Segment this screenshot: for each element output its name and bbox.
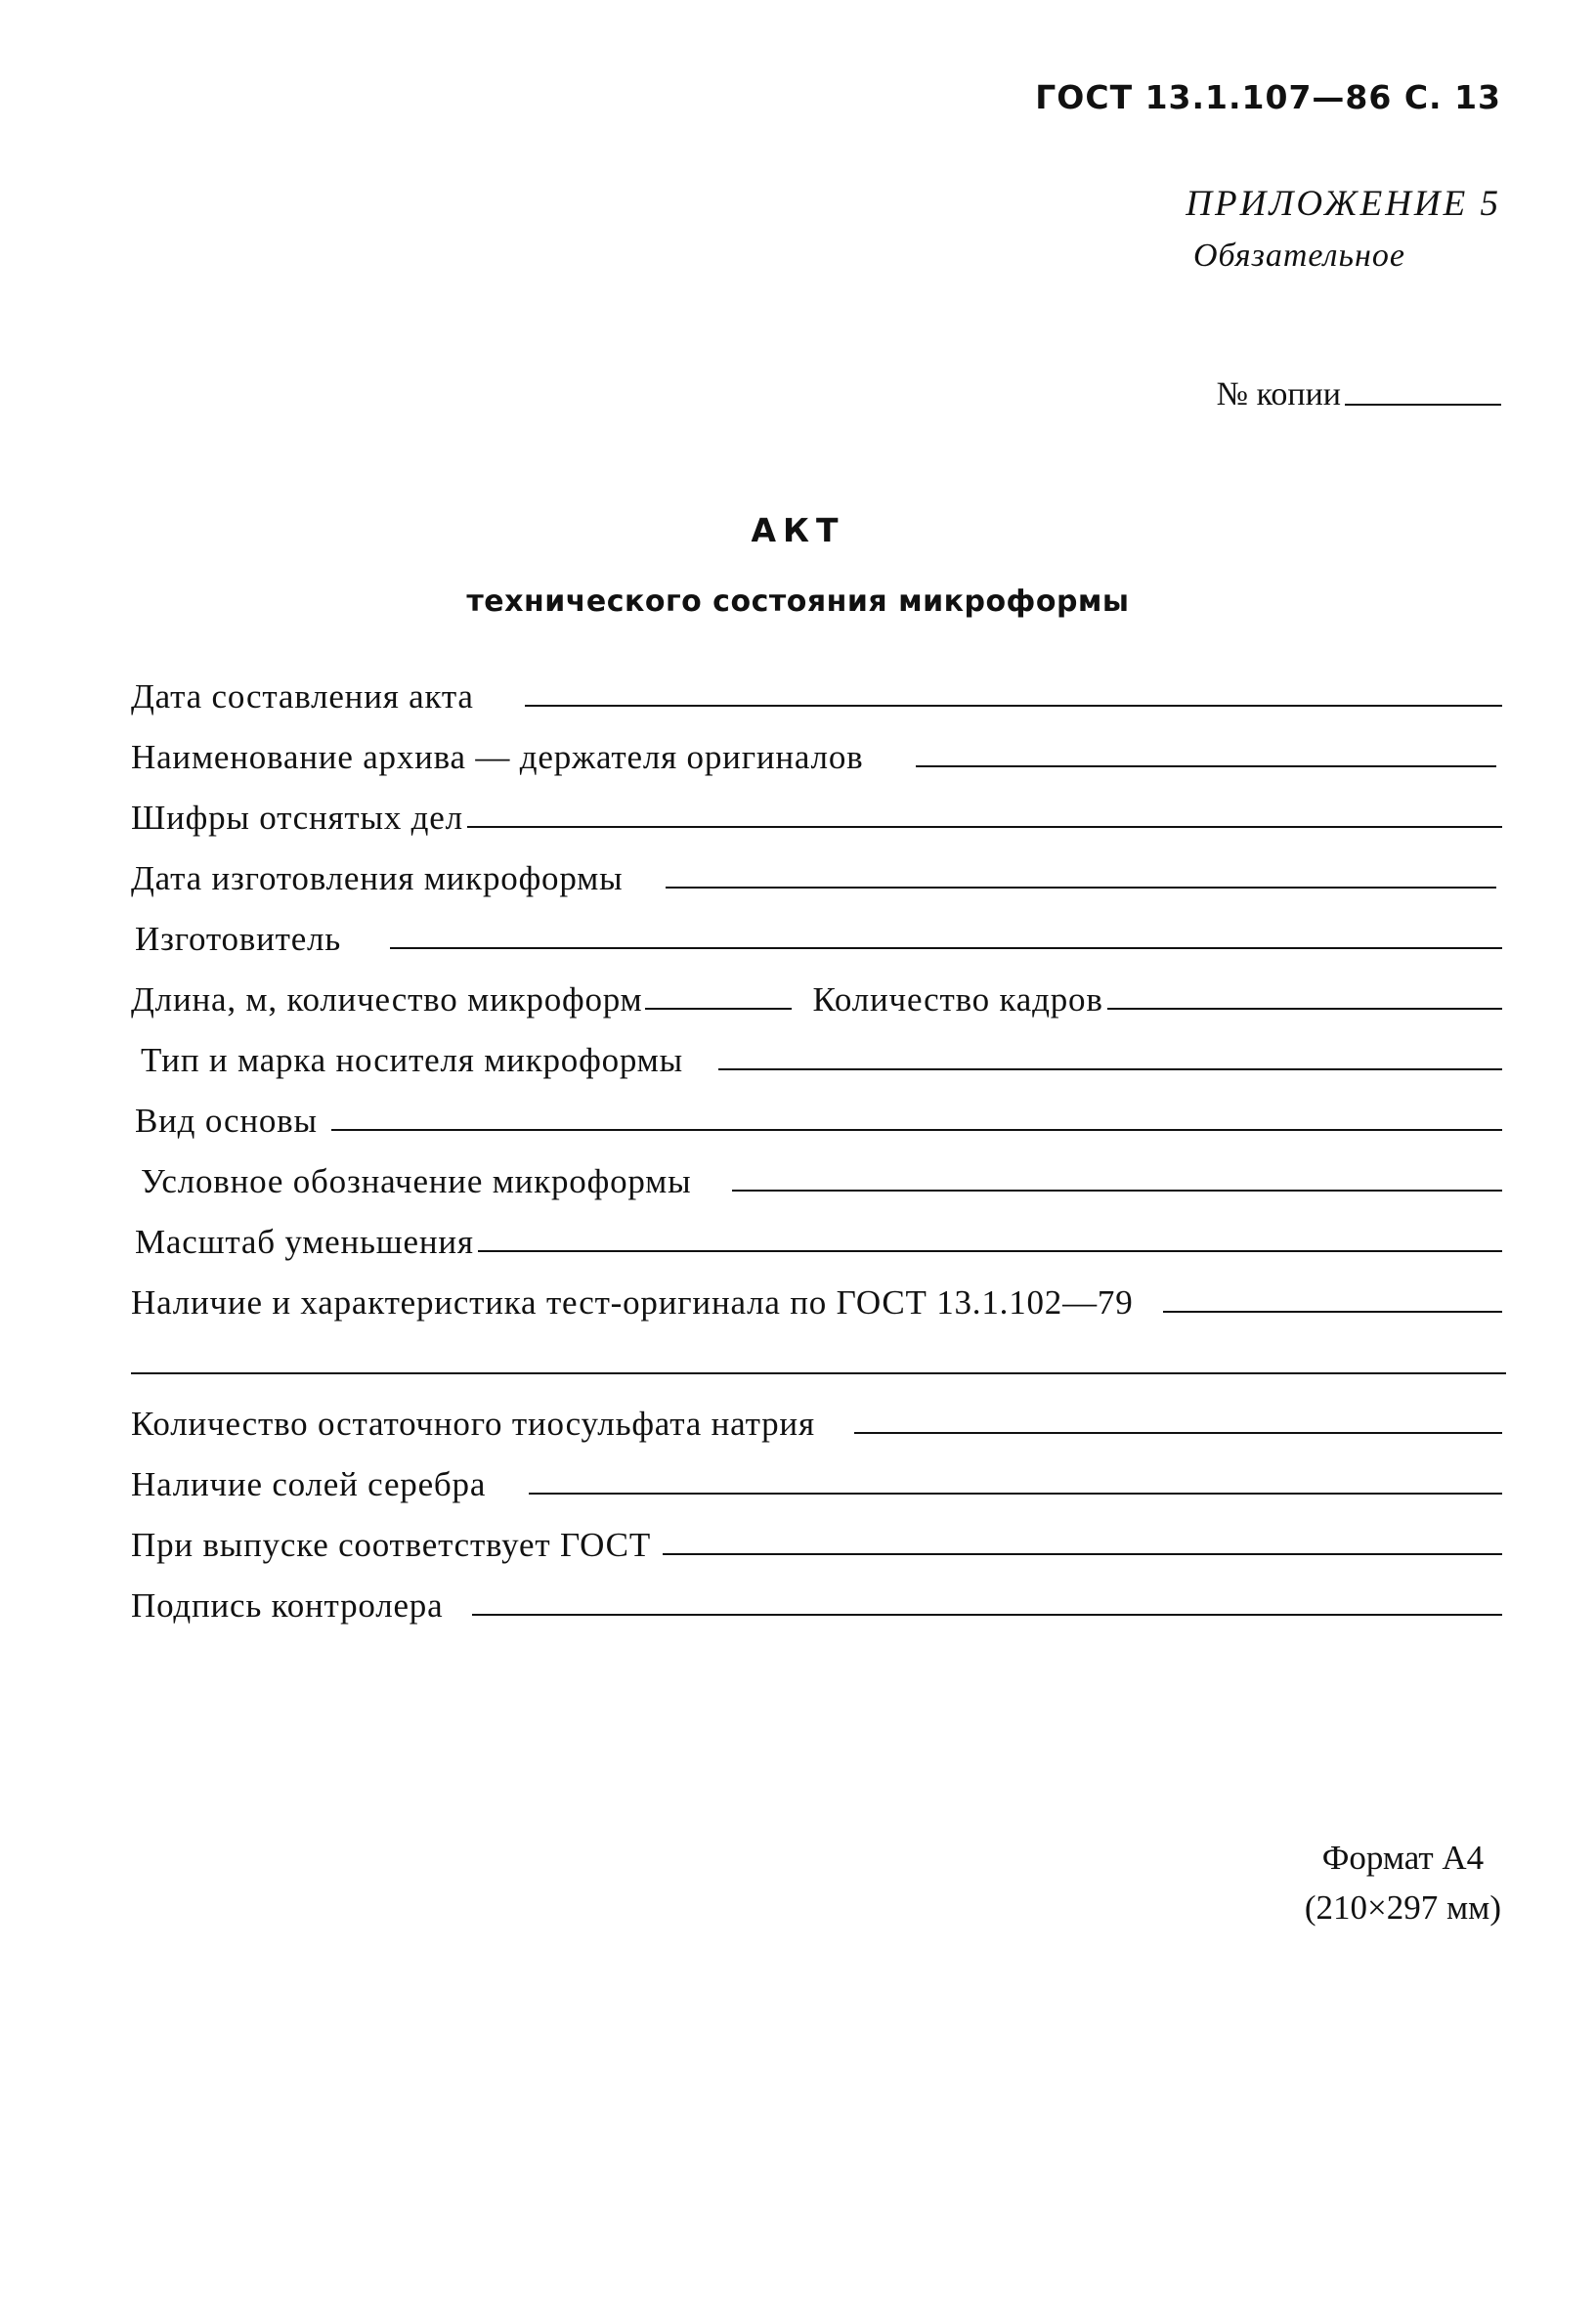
fill-line [1107,1008,1502,1010]
fill-line [467,826,1502,828]
field-label: Условное обозначение микроформы [141,1162,692,1200]
field-carrier-type [141,1034,1502,1077]
field-label: Наименование архива — держателя оригиналов [131,738,864,776]
fill-line [916,765,1496,767]
act-subtitle: технического состояния микроформы [466,585,1130,619]
field-label: Тип и марка носителя микроформы [141,1041,683,1079]
appendix-title: ПРИЛОЖЕНИЕ 5 [1186,184,1501,224]
fill-line [390,947,1502,949]
fill-line [529,1493,1502,1495]
fill-line [666,887,1496,889]
field-archive-name [131,731,1496,774]
field-controller-signature [131,1580,1502,1623]
field-label: Дата изготовления микроформы [131,859,624,897]
separator-line [131,1372,1506,1374]
copy-number-blank [1345,404,1501,406]
field-label: При выпуске соответствует ГОСТ [131,1526,651,1564]
field-label: Шифры отснятых дел [131,799,463,837]
field-label: Вид основы [135,1102,318,1140]
copy-number-label: № копии [1216,376,1341,412]
field-length-count [131,974,1502,1017]
fill-line [472,1614,1502,1616]
field-manufacturer [135,913,1502,956]
page-header: ГОСТ 13.1.107—86 С. 13 [1035,78,1501,116]
field-gost-compliance [131,1519,1502,1562]
format-note [1305,1834,1501,1933]
field-act-date [131,671,1502,714]
field-test-original [131,1277,1502,1320]
fill-line [663,1553,1502,1555]
field-thiosulfate [131,1398,1502,1441]
field-label: Длина, м, количество микроформ [131,980,643,1019]
fill-line [525,705,1502,707]
field-designation [141,1155,1502,1198]
field-scale [135,1216,1502,1259]
field-label: Количество остаточного тиосульфата натрия [131,1405,815,1443]
fill-line-short [645,1008,792,1010]
field-label: Подпись контролера [131,1586,444,1625]
field-base-type [135,1095,1502,1138]
field-label-frames: Количество кадров [812,980,1103,1019]
format-size: (210×297 мм) [1304,1887,1501,1927]
field-label: Изготовитель [135,920,342,958]
fill-line [331,1129,1502,1131]
field-label: Наличие и характеристика тест-оригинала по ГОСТ 13.1.102—79 [131,1283,1134,1322]
fill-line [718,1068,1502,1070]
copy-number-field [1217,376,1501,413]
field-silver-salts [131,1458,1502,1501]
fill-line [732,1190,1502,1192]
field-manufacture-date [131,852,1496,895]
fill-line [1163,1311,1503,1313]
appendix-status: Обязательное [1193,238,1405,274]
format-name: Формат А4 [1321,1839,1485,1877]
field-label: Дата составления акта [131,677,474,716]
field-case-codes [131,792,1502,835]
act-title: АКТ [751,511,845,549]
field-label: Масштаб уменьшения [135,1223,474,1261]
fill-line [478,1250,1502,1252]
field-label: Наличие солей серебра [131,1465,487,1503]
fill-line [854,1432,1502,1434]
